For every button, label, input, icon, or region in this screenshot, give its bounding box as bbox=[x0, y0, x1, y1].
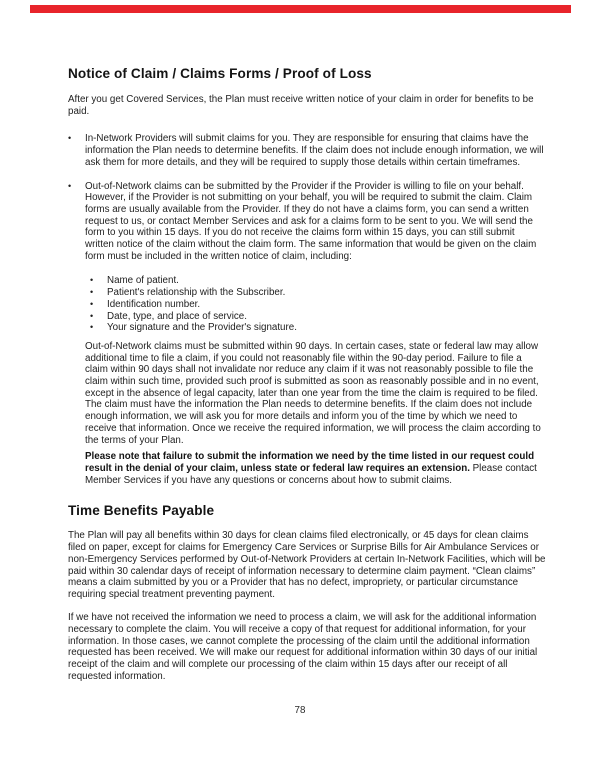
sublist-item bbox=[90, 287, 546, 299]
clean-claims-paragraph: The Plan will pay all benefits within 30 days for clean claims filed electronically, or 45 days for clean claims filed on paper, except for claims for Emergency Care Services or Surprise Bills for Air Ambulance Services or non-Emergency Services performed by Out-of-Network Providers at certain In-Network Facilities, which will be paid within 30 calendar days of receipt of information necessary to determine claim payment. “Clean claims” means a claim submitted by you or a Provider that has no defect, impropriety, or particular circumstance requiring special treatment preventing payment. bbox=[68, 530, 546, 600]
sublist-text: Identification number. bbox=[107, 298, 201, 310]
bullet-text: In-Network Providers will submit claims for you. They are responsible for ensuring that claims have the information the Plan needs to determine benefits. If the claim does not include enough information, we will ask them for more details, and they will be required to supply those details within certain timeframes. bbox=[85, 133, 544, 168]
bullet-item-in-network bbox=[68, 133, 546, 168]
sublist-item bbox=[90, 311, 546, 323]
page-number: 78 bbox=[294, 705, 306, 716]
sublist-item bbox=[90, 299, 546, 311]
sublist-item bbox=[90, 275, 546, 287]
bullet-dot: • bbox=[90, 275, 94, 286]
bullet-text: Out-of-Network claims can be submitted by the Provider if the Provider is willing to file on your behalf. However, if the Provider is not submitting on your behalf, you will be required to submit the claim. Claim forms are usually available from the Provider. If they do not have a claims form, you can send a written request to us, or contact Member Services and ask for a claims form to be sent to you. We will send the form to you within 15 days. If you do not receive the claims form within 15 days, you can still submit written notice of the claim without the claim form. The same information that would be given on the claim form must be included in the written notice of claim, including: bbox=[85, 180, 537, 262]
intro-paragraph: After you get Covered Services, the Plan must receive written notice of your claim in order for benefits to be paid. bbox=[68, 94, 534, 117]
ninety-day-paragraph: Out-of-Network claims must be submitted within 90 days. In certain cases, state or federal law may allow additional time to file a claim, if you could not reasonably file within the 90-day period. Failure to file a claim within 90 days shall not invalidate nor reduce any claim if it was not reasonably possible to file the claim within such time, provided such proof is submitted as soon as reasonably possible and in no event, except in the absence of legal capacity, later than one year from the time the claim is required to be filed. The claim must have the information the Plan needs to determine benefits. If the claim does not include enough information, we will ask you for more details and inform you of the time by which we need to receive that information. Once we receive the required information, we will process the claim according to the terms of your Plan. bbox=[85, 340, 541, 446]
bullet-dot: • bbox=[90, 298, 94, 309]
deadline-note-paragraph bbox=[85, 451, 546, 486]
bullet-dot: • bbox=[90, 287, 94, 298]
sublist-text: Patient's relationship with the Subscriber. bbox=[107, 287, 286, 299]
claim-info-sublist bbox=[90, 275, 546, 334]
deadline-note-bold: Please note that failure to submit the information we need by the time listed in our request could result in the denial of your claim, unless state or federal law requires an extension. bbox=[85, 451, 535, 474]
sublist-text: Name of patient. bbox=[107, 275, 179, 287]
additional-info-paragraph: If we have not received the information we need to process a claim, we will ask for the additional information necessary to complete the claim. You will receive a copy of that request for additional information, for your information. In those cases, we cannot complete the processing of the claim until the additional information requested has been received. We will make our request for additional information within 30 days of our initial receipt of the claim and will complete our processing of the claim within 15 days after our receipt of all requested information. bbox=[68, 612, 538, 682]
sublist-item bbox=[90, 322, 546, 334]
sublist-text: Date, type, and place of service. bbox=[107, 310, 247, 322]
bullet-item-out-of-network bbox=[68, 181, 546, 263]
section-title-time-benefits: Time Benefits Payable bbox=[68, 503, 215, 519]
bullet-dot: • bbox=[68, 180, 72, 191]
bullet-dot: • bbox=[68, 133, 72, 144]
deadline-note-regular: Please contact Member Services if you have any questions or concerns about how to submit claims. bbox=[85, 462, 537, 486]
bullet-dot: • bbox=[90, 310, 94, 321]
bullet-dot: • bbox=[90, 322, 94, 333]
page-title: Notice of Claim / Claims Forms / Proof of Loss bbox=[68, 66, 372, 81]
page-content bbox=[68, 66, 546, 694]
redaction-bar bbox=[30, 5, 571, 13]
sublist-text: Your signature and the Provider's signature. bbox=[107, 322, 297, 334]
